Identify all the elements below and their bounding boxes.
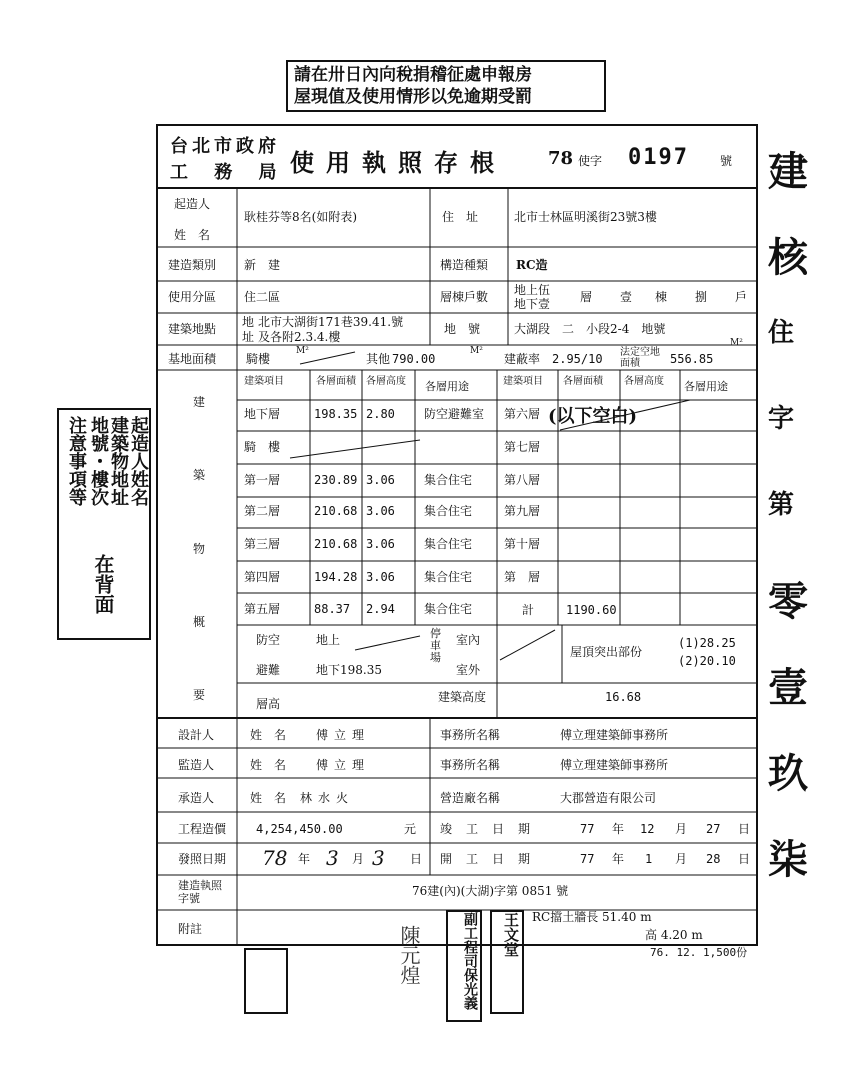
floor-unit: 層: [580, 290, 593, 304]
start-month: 1: [645, 852, 653, 866]
contractor-name-label: 姓 名: [250, 791, 287, 805]
floor-use: 集合住宅: [424, 602, 473, 616]
section-char-3: 物: [193, 542, 206, 556]
other-value: 790.00: [392, 352, 436, 366]
air-raid-label: 防空: [256, 633, 281, 647]
contractor-company-label: 營造廠名稱: [440, 791, 501, 805]
section-char-5: 要: [193, 688, 206, 702]
supervisor-label: 監造人: [178, 758, 215, 772]
contractor-company: 大郡營造有限公司: [560, 791, 657, 805]
issue-m-unit: 月: [352, 852, 365, 866]
supervisor-office-label: 事務所名稱: [440, 758, 501, 772]
floor-use: 防空避難室: [424, 407, 485, 421]
right-floor-name: 第七層: [504, 440, 541, 454]
floor-area: 210.68: [314, 537, 358, 551]
designer-name-label: 姓 名: [250, 728, 287, 742]
supervisor-name: 傅立理: [316, 758, 371, 772]
side-note-box: [57, 408, 151, 640]
permit-suffix: 號: [720, 154, 733, 168]
cost-label: 工程造價: [178, 822, 227, 836]
permit-year: 78: [548, 148, 574, 169]
right-floor-name: 第 層: [504, 570, 541, 584]
start-y-unit: 年: [612, 852, 625, 866]
designer-name: 傅立理: [316, 728, 371, 742]
other-label: 其他: [366, 352, 391, 366]
right-floor-name: 第八層: [504, 473, 541, 487]
permit-number: 0197: [628, 145, 689, 170]
owner-name: 耿桂芬等8名(如附表): [244, 210, 357, 224]
col-use: 各層用途: [425, 380, 469, 393]
floor-area: 88.37: [314, 602, 351, 616]
supervisor-office: 傅立理建築師事務所: [560, 758, 669, 772]
side-note-col-3: 地號・樓次: [88, 416, 109, 506]
floors-below: 地下壹: [514, 297, 551, 311]
col-height: 各層高度: [366, 376, 406, 387]
owner-label-bottom: 姓 名: [174, 228, 211, 242]
parking-in: 室內: [456, 633, 481, 647]
coverage-value: 2.95/10: [552, 352, 603, 366]
issue-d-unit: 日: [410, 852, 423, 866]
right-col-area: 各層面積: [563, 376, 603, 387]
floor-area: 194.28: [314, 570, 358, 584]
household-unit: 戶: [735, 290, 748, 304]
agency-block: [170, 132, 287, 184]
parking-out: 室外: [456, 663, 481, 677]
start-day: 28: [706, 852, 721, 866]
completion-year: 77: [580, 822, 595, 836]
floor-height: 3.06: [366, 537, 395, 551]
air-raid-above: 地上: [316, 633, 341, 647]
right-margin-char: 壹: [768, 664, 808, 711]
floors-above: 地上伍: [514, 283, 551, 297]
roof-label: 屋頂突出部份: [570, 645, 643, 659]
designer-label: 設計人: [178, 728, 215, 742]
stamp-official-2: 副工程司保光義: [446, 910, 482, 1022]
building-unit: 棟: [655, 290, 668, 304]
side-note-col-2: 建築物地址: [108, 416, 129, 506]
floor-height: 3.06: [366, 504, 395, 518]
start-d-unit: 日: [738, 852, 751, 866]
permit-value: 76建(內)(大湖)字第 0851 號: [412, 884, 569, 898]
right-margin-char: 核: [768, 234, 808, 281]
total-label: 計: [522, 603, 535, 617]
owner-label-top: 起造人: [174, 197, 211, 211]
roof-2: (2)20.10: [678, 654, 736, 668]
section-char-1: 建: [193, 395, 206, 409]
parking-label: 停車場: [430, 627, 441, 664]
right-margin-char: 玖: [768, 750, 808, 797]
notice-line-1: 請在卅日內向稅捐稽征處申報房: [294, 65, 532, 85]
lot-label: 地 號: [444, 322, 481, 336]
right-col-use: 各層用途: [684, 380, 728, 393]
start-year: 77: [580, 852, 595, 866]
below-blank-note: (以下空白): [548, 406, 638, 427]
open-space-value: 556.85: [670, 352, 714, 366]
completion-label: 竣工日期: [440, 822, 545, 836]
building-type-value: 新 建: [244, 258, 281, 272]
open-space-m2: M²: [730, 338, 743, 348]
right-margin-char: 零: [768, 578, 808, 625]
floor-use: 集合住宅: [424, 537, 473, 551]
location-prefix-2: 址: [242, 330, 255, 344]
stamp-official-1: 王文堂: [490, 910, 524, 1014]
units-label: 層棟戶數: [440, 290, 489, 304]
contractor-name: 林水火: [300, 791, 355, 805]
permit-prefix: 使字: [578, 154, 603, 168]
coverage-label: 建蔽率: [504, 352, 541, 366]
doc-title: 使用執照存根: [290, 148, 506, 177]
stamp-signature: 陳元煌: [397, 925, 421, 985]
household-count: 捌: [695, 290, 708, 304]
section-char-4: 概: [193, 615, 206, 629]
floor-use: 集合住宅: [424, 570, 473, 584]
roof-1: (1)28.25: [678, 636, 736, 650]
floor-height: 2.94: [366, 602, 395, 616]
location-addr-2: 及各附2.3.4.樓: [258, 330, 341, 344]
cost-unit: 元: [404, 822, 417, 836]
location-prefix: 地: [242, 315, 255, 329]
floor-use: 集合住宅: [424, 504, 473, 518]
floor-height: 2.80: [366, 407, 395, 421]
remark-wall: RC擋土牆長 51.40 m: [532, 910, 652, 924]
owner-addr-label: 住 址: [442, 210, 479, 224]
print-note: 76. 12. 1,500份: [650, 946, 748, 959]
agency-line-2: 工 務 局: [170, 162, 287, 183]
issue-year: 78: [262, 846, 288, 870]
arcade-label: 騎樓: [246, 352, 271, 366]
floor-name: 地下層: [244, 407, 281, 421]
issue-label: 發照日期: [178, 852, 227, 866]
contractor-label: 承造人: [178, 791, 215, 805]
other-m2: M²: [470, 346, 483, 356]
right-margin-char: 字: [768, 404, 795, 434]
building-count: 壹: [620, 290, 633, 304]
bldg-height-value: 16.68: [605, 690, 642, 704]
floor-use: 集合住宅: [424, 473, 473, 487]
designer-office: 傅立理建築師事務所: [560, 728, 669, 742]
structure-value: RC造: [516, 258, 548, 272]
stamp-small: [244, 948, 288, 1014]
open-space-label: 法定空地面積: [620, 347, 660, 369]
right-margin-char: 住: [768, 318, 795, 348]
issue-y-unit: 年: [298, 852, 311, 866]
structure-label: 構造種類: [440, 258, 489, 272]
right-margin-char: 建: [768, 148, 808, 195]
right-floor-name: 第十層: [504, 537, 541, 551]
right-col-items: 建築項目: [503, 376, 543, 387]
right-margin-char: 第: [768, 490, 795, 520]
col-area: 各層面積: [316, 376, 356, 387]
remark-height: 高 4.20 m: [645, 928, 703, 942]
side-note-col-4: 注意事項等: [66, 416, 87, 506]
floor-area: 210.68: [314, 504, 358, 518]
floor-name: 第一層: [244, 473, 281, 487]
floor-name: 第二層: [244, 504, 281, 518]
completion-d-unit: 日: [738, 822, 751, 836]
evac-below: 地下198.35: [316, 663, 382, 677]
side-note-col-1: 起造人姓名: [128, 416, 149, 506]
right-col-height: 各層高度: [624, 376, 664, 387]
completion-m-unit: 月: [675, 822, 688, 836]
remark-label: 附註: [178, 922, 203, 936]
section-char-2: 築: [193, 468, 206, 482]
owner-addr: 北市士林區明溪街23號3樓: [514, 210, 657, 224]
start-label: 開工日期: [440, 852, 545, 866]
lot-value: 大湖段 二 小段2-4 地號: [514, 322, 666, 336]
issue-month: 3: [326, 846, 339, 870]
floor-name: 第三層: [244, 537, 281, 551]
floor-name: 第五層: [244, 602, 281, 616]
location-label: 建築地點: [168, 322, 217, 336]
location-addr-1: 北市大湖街171巷39.41.號: [258, 315, 404, 329]
arcade-m2: M²: [296, 346, 309, 356]
floor-name: 第四層: [244, 570, 281, 584]
right-margin-char: 柒: [768, 836, 808, 883]
side-note-bottom: 在背面: [91, 554, 115, 614]
issue-day: 3: [372, 846, 385, 870]
building-type-label: 建造類別: [168, 258, 217, 272]
start-m-unit: 月: [675, 852, 688, 866]
supervisor-name-label: 姓 名: [250, 758, 287, 772]
right-floor-name: 第六層: [504, 407, 541, 421]
permit-label: 建造執照字號: [178, 879, 222, 905]
evac-label: 避難: [256, 663, 281, 677]
zoning-label: 使用分區: [168, 290, 217, 304]
floor-height: 3.06: [366, 473, 395, 487]
right-floor-name: 第九層: [504, 504, 541, 518]
floor-height-label: 層高: [256, 697, 281, 711]
completion-y-unit: 年: [612, 822, 625, 836]
completion-day: 27: [706, 822, 721, 836]
floor-name: 騎 樓: [244, 440, 281, 454]
cost-value: 4,254,450.00: [256, 822, 343, 836]
agency-line-1: 台北市政府: [170, 136, 280, 157]
designer-office-label: 事務所名稱: [440, 728, 501, 742]
completion-month: 12: [640, 822, 655, 836]
col-items: 建築項目: [244, 376, 284, 387]
total-value: 1190.60: [566, 603, 617, 617]
floor-area: 230.89: [314, 473, 358, 487]
bldg-height-label: 建築高度: [438, 690, 487, 704]
notice-line-2: 屋現值及使用情形以免逾期受罰: [294, 87, 532, 107]
zoning-value: 住二區: [244, 290, 281, 304]
site-area-label: 基地面積: [168, 352, 217, 366]
floor-area: 198.35: [314, 407, 358, 421]
floor-height: 3.06: [366, 570, 395, 584]
